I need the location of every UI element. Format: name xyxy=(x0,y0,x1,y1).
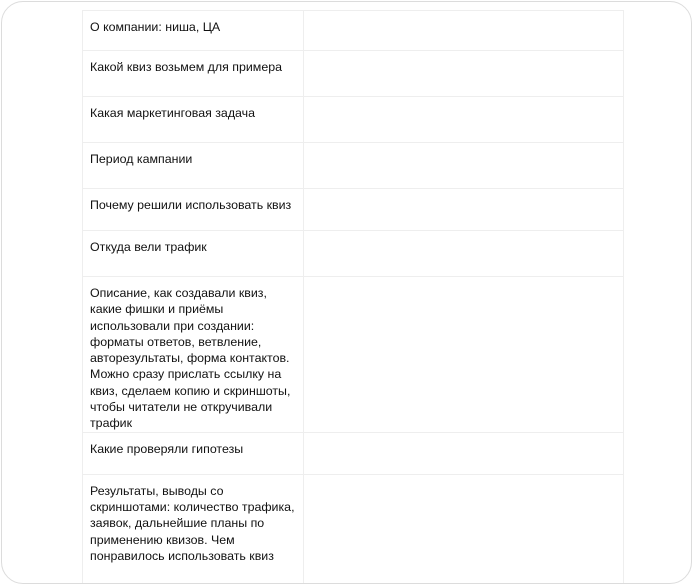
questionnaire-table xyxy=(82,10,624,584)
row-label: Результаты, выводы со скриншотами: количество трафика, заявок, дальнейшие планы по применению квизов. Чем понравилось использовать квиз xyxy=(83,474,304,584)
row-value-cell[interactable] xyxy=(304,432,624,474)
row-value-cell[interactable] xyxy=(304,231,624,277)
row-value-cell[interactable] xyxy=(304,97,624,143)
row-value-cell[interactable] xyxy=(304,11,624,51)
row-label: Описание, как создавали квиз, какие фишки и приёмы использовали при создании: форматы ответов, ветвление, авторезультаты, форма контактов. Можно сразу прислать ссылку на квиз, сделаем копию и скриншоты, чтобы читатели не откручивали трафик xyxy=(83,277,304,433)
row-label: Период кампании xyxy=(83,143,304,189)
table-row xyxy=(83,143,624,189)
row-value-cell[interactable] xyxy=(304,474,624,584)
row-value-cell[interactable] xyxy=(304,189,624,231)
table-row xyxy=(83,432,624,474)
table-row xyxy=(83,474,624,584)
table-row xyxy=(83,231,624,277)
row-label: Откуда вели трафик xyxy=(83,231,304,277)
row-label: Какая маркетинговая задача xyxy=(83,97,304,143)
table-row xyxy=(83,11,624,51)
row-label: Какой квиз возьмем для примера xyxy=(83,51,304,97)
row-label: Почему решили использовать квиз xyxy=(83,189,304,231)
row-label: Какие проверяли гипотезы xyxy=(83,432,304,474)
table-row xyxy=(83,277,624,433)
document-card xyxy=(1,1,692,584)
row-value-cell[interactable] xyxy=(304,277,624,433)
row-value-cell[interactable] xyxy=(304,143,624,189)
table-row xyxy=(83,189,624,231)
table-row xyxy=(83,97,624,143)
row-value-cell[interactable] xyxy=(304,51,624,97)
table-row xyxy=(83,51,624,97)
row-label: О компании: ниша, ЦА xyxy=(83,11,304,51)
